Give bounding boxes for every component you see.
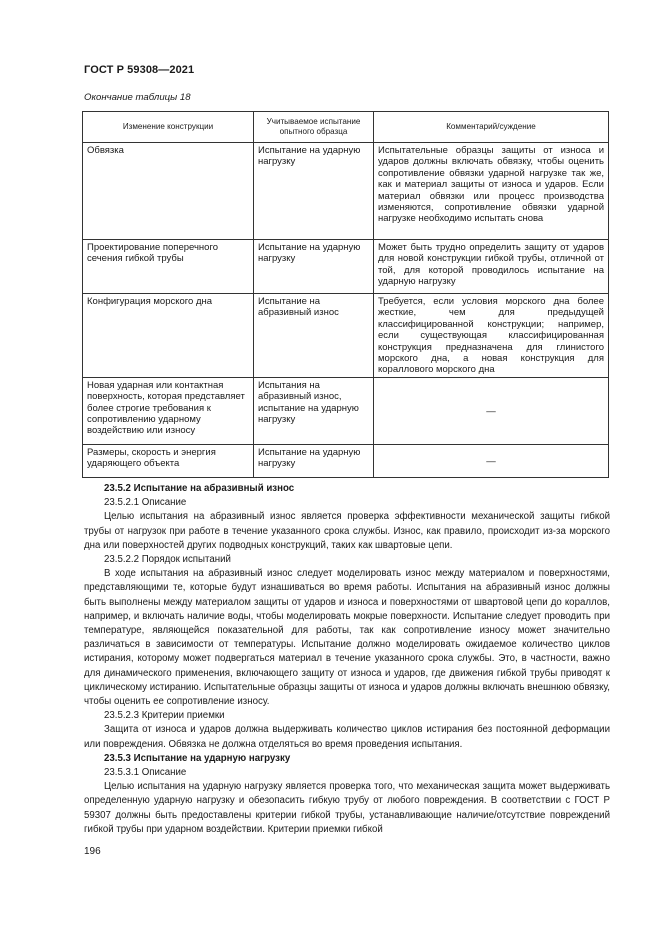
cell-change: Проектирование поперечного сечения гибкой трубы xyxy=(83,240,254,294)
table-row xyxy=(83,240,609,294)
paragraph: Защита от износа и ударов должна выдерживать количество циклов истирания без постоянной деформации или повреждения. Обвязка не должна отделяться во время проведения испытания. xyxy=(84,724,610,750)
section-heading: 23.5.3 Испытание на ударную нагрузку xyxy=(104,752,291,764)
requirements-table xyxy=(82,111,609,478)
cell-comment: Испытательные образцы защиты от износа и ударов должны включать обвязку, чтобы оценить сопротивление обвязки ударной нагрузке так же, как и материал защиты от износа и ударов. Если материал обвязки или процесс производства изменяются, сопротивление обвязки ударной нагрузке необходимо испытать снова xyxy=(374,143,609,240)
cell-test: Испытание на ударную нагрузку xyxy=(254,444,374,477)
subsection-heading: 23.5.2.3 Критерии приемки xyxy=(104,710,225,722)
cell-test: Испытание на ударную нагрузку xyxy=(254,143,374,240)
section-heading: 23.5.2 Испытание на абразивный износ xyxy=(104,483,295,494)
cell-change: Новая ударная или контактная поверхность, которая представляет более строгие требования к сопротивлению ударному воздействию или износу xyxy=(83,377,254,444)
column-header-comment: Комментарий/суждение xyxy=(374,112,609,143)
cell-comment: — xyxy=(374,377,609,444)
subsection-heading: 23.5.3.1 Описание xyxy=(104,767,187,779)
body-text xyxy=(84,482,610,837)
paragraph: Целью испытания на абразивный износ является проверка эффективности механической защиты гибкой трубы от нагрузок при работе в течение указанного срока службы. Износ, как правило, происходит из-за морского дна или поверхностей других подводных конструкций, таких как швартовые цепи. xyxy=(84,511,610,551)
table-header-row xyxy=(83,112,609,143)
table-row xyxy=(83,294,609,378)
cell-test: Испытание на абразивный износ xyxy=(254,294,374,378)
cell-comment: Может быть трудно определить защиту от ударов для новой конструкции гибкой трубы, отличной от той, для которой проводилось испытание на ударную нагрузку xyxy=(374,240,609,294)
column-header-test: Учитываемое испытание опытного образца xyxy=(254,112,374,143)
table-row xyxy=(83,143,609,240)
table-row xyxy=(83,377,609,444)
paragraph: Целью испытания на ударную нагрузку является проверка того, что механическая защита может выдерживать определенную ударную нагрузку и обезопасить гибкую трубу от любого повреждения. В соответствии с ГОСТ Р 59307 должны быть предоставлены критерии гибкой трубы, устанавливающие наличие/отсутствие повреждений гибкой трубы при ударном воздействии. Критерии приемки гибкой xyxy=(84,781,610,835)
cell-comment: Требуется, если условия морского дна более жесткие, чем для предыдущей классифицированной конструкции; например, если существующая классифицированная конструкция предназначена для глинистого морского дна, а новая конструкция для кораллового морского дна xyxy=(374,294,609,378)
cell-test: Испытания на абразивный износ, испытание на ударную нагрузку xyxy=(254,377,374,444)
standard-designation: ГОСТ Р 59308—2021 xyxy=(84,64,195,76)
paragraph: В ходе испытания на абразивный износ следует моделировать износ между материалом и поверхностями, представляющими те, которые будут изнашиваться во время работы. Испытания на абразивный износ должны быть выполнены между материалом защиты от ударов и износа и поверхностями от швартовой цепи до кораллов, например, и включать наличие воды, чтобы моделировать мокрые поверхности. Испытание следует проводить при температуре, являющейся показательной для работы, так как сопротивление износу может значительно различаться в зависимости от температуры. Испытание должно моделировать ожидаемое количество циклов истирания, которому может подвергаться материал в течение указанного срока службы. Это, в частности, важно для динамического применения, включающего защиту от износа и ударов, где движения гибкой трубы приводят к циклическому истиранию. Испытательные образцы защиты от износа и ударов должны включать внешнюю обвязку, чтобы оценить ее сопротивление износу. xyxy=(84,568,610,708)
cell-comment: — xyxy=(374,444,609,477)
cell-change: Конфигурация морского дна xyxy=(83,294,254,378)
table-caption: Окончание таблицы 18 xyxy=(84,92,191,103)
cell-change: Обвязка xyxy=(83,143,254,240)
subsection-heading: 23.5.2.2 Порядок испытаний xyxy=(104,554,231,566)
table-row xyxy=(83,444,609,477)
cell-change: Размеры, скорость и энергия ударяющего объекта xyxy=(83,444,254,477)
page-number: 196 xyxy=(84,846,101,857)
cell-test: Испытание на ударную нагрузку xyxy=(254,240,374,294)
subsection-heading: 23.5.2.1 Описание xyxy=(104,497,187,509)
column-header-change: Изменение конструкции xyxy=(83,112,254,143)
